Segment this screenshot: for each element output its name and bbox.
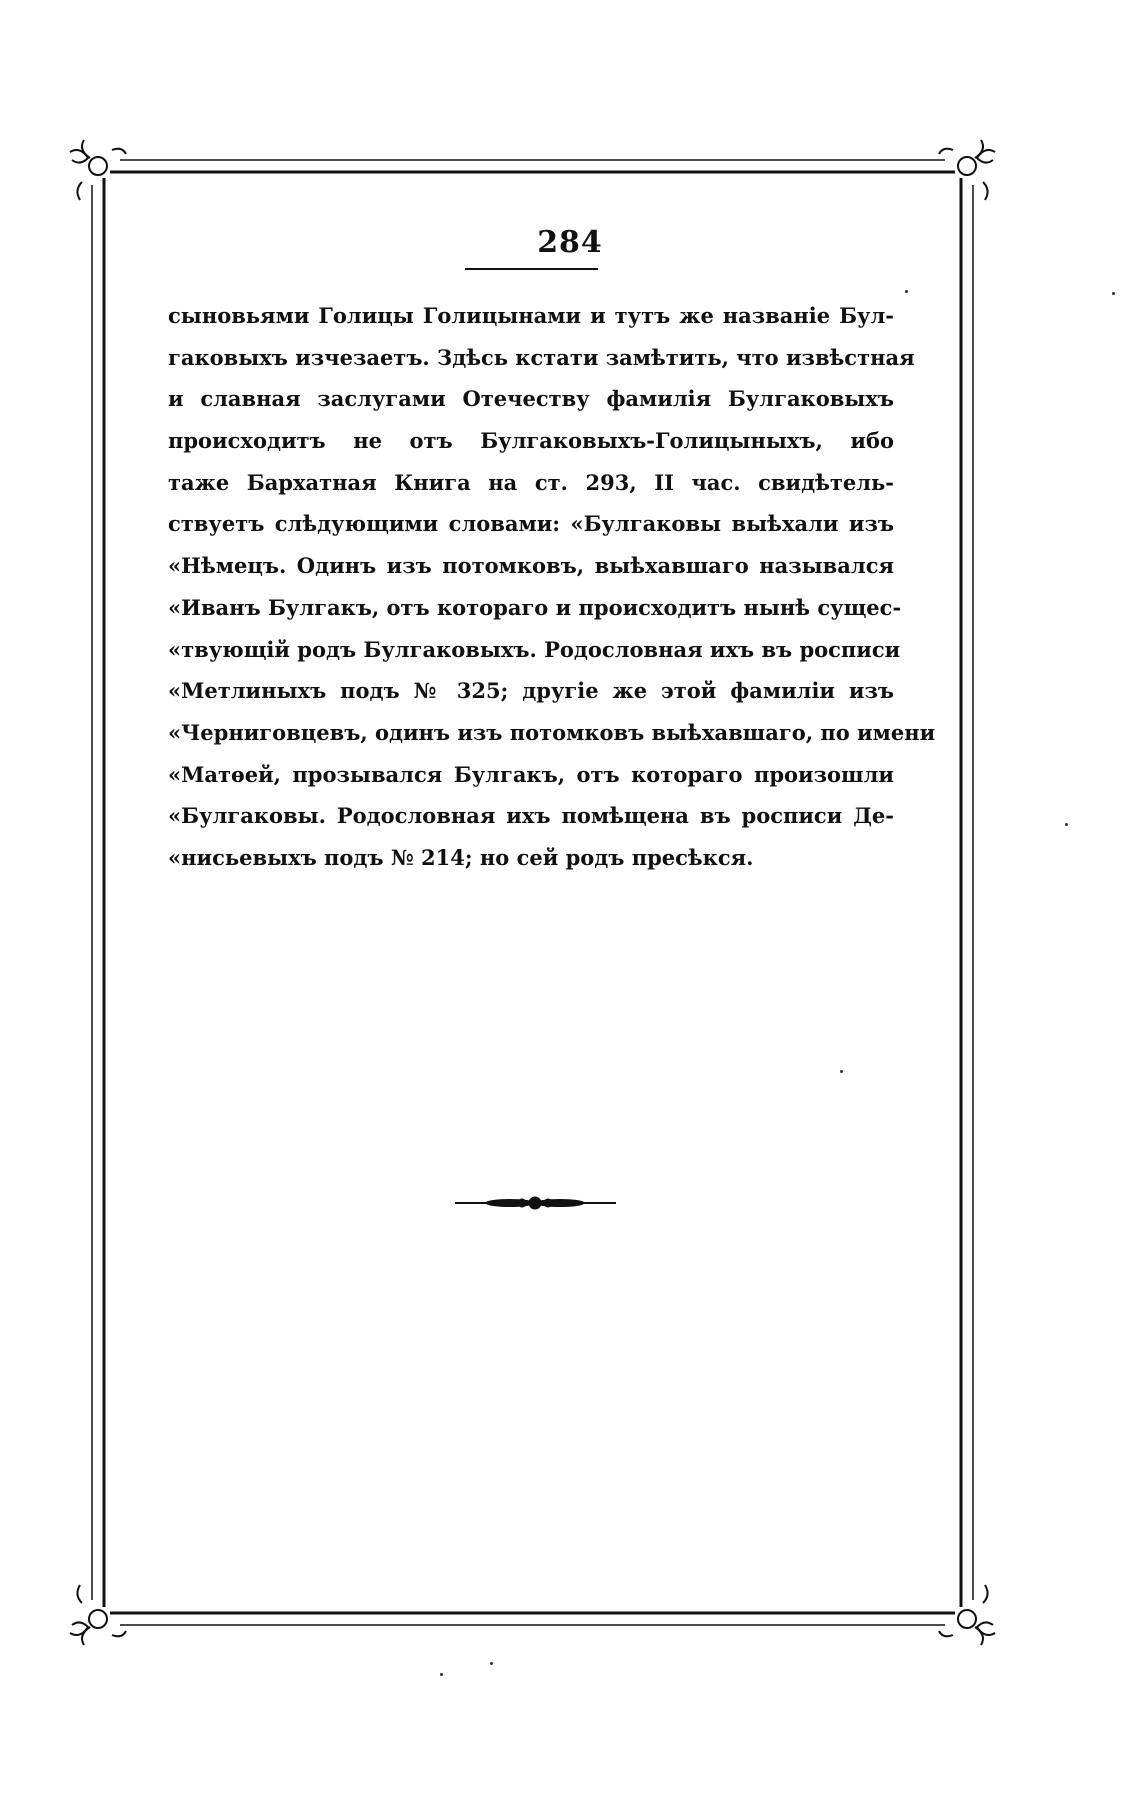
text-line: происходитъ не отъ Булгаковыхъ-Голицыныхъ, ибо [168, 428, 894, 454]
scan-speck [840, 1070, 843, 1073]
text-line: «Черниговцевъ, одинъ изъ потомковъ выѣхавшаго, по имени [168, 719, 936, 745]
corner-flourish-bottom-left [70, 1585, 126, 1645]
scan-speck [490, 1662, 493, 1665]
end-ornament [455, 1197, 616, 1209]
text-line: «Метлиныхъ подъ № 325; другіе же этой фамиліи изъ [168, 678, 894, 704]
text-line: «Нѣмецъ. Одинъ изъ потомковъ, выѣхавшаго назывался [168, 553, 894, 579]
page-number: 284 [537, 225, 603, 260]
page-number-rule [465, 268, 598, 270]
text-line: «Иванъ Булгакъ, отъ котораго и происходитъ нынѣ сущес- [168, 594, 902, 620]
corner-flourish-top-left [70, 140, 126, 200]
scan-speck [440, 1673, 443, 1676]
scan-speck [1112, 292, 1115, 295]
text-line: гаковыхъ изчезаетъ. Здѣсь кстати замѣтить, что извѣстная [168, 344, 915, 370]
scan-speck [1065, 823, 1068, 826]
scan-speck [905, 290, 908, 293]
body-text [168, 295, 936, 879]
text-line: «Матѳей, прозывался Булгакъ, отъ котораго произошли [168, 761, 894, 787]
text-line: и славная заслугами Отечеству фамилія Булгаковыхъ [168, 386, 894, 412]
corner-flourish-top-right [939, 140, 995, 200]
text-line: «твующій родъ Булгаковыхъ. Родословная ихъ въ росписи [168, 636, 901, 662]
text-line: ствуетъ слѣдующими словами: «Булгаковы выѣхали изъ [168, 511, 894, 537]
text-line: сыновьями Голицы Голицынами и тутъ же названіе Бул- [168, 303, 894, 328]
corner-flourish-bottom-right [939, 1585, 995, 1645]
text-line-last: «нисьевыхъ подъ № 214; но сей родъ пресѣкся. [168, 844, 754, 870]
text-line: таже Бархатная Книга на ст. 293, II час. свидѣтель- [168, 469, 894, 495]
text-line: «Булгаковы. Родословная ихъ помѣщена въ росписи Де- [168, 803, 894, 829]
